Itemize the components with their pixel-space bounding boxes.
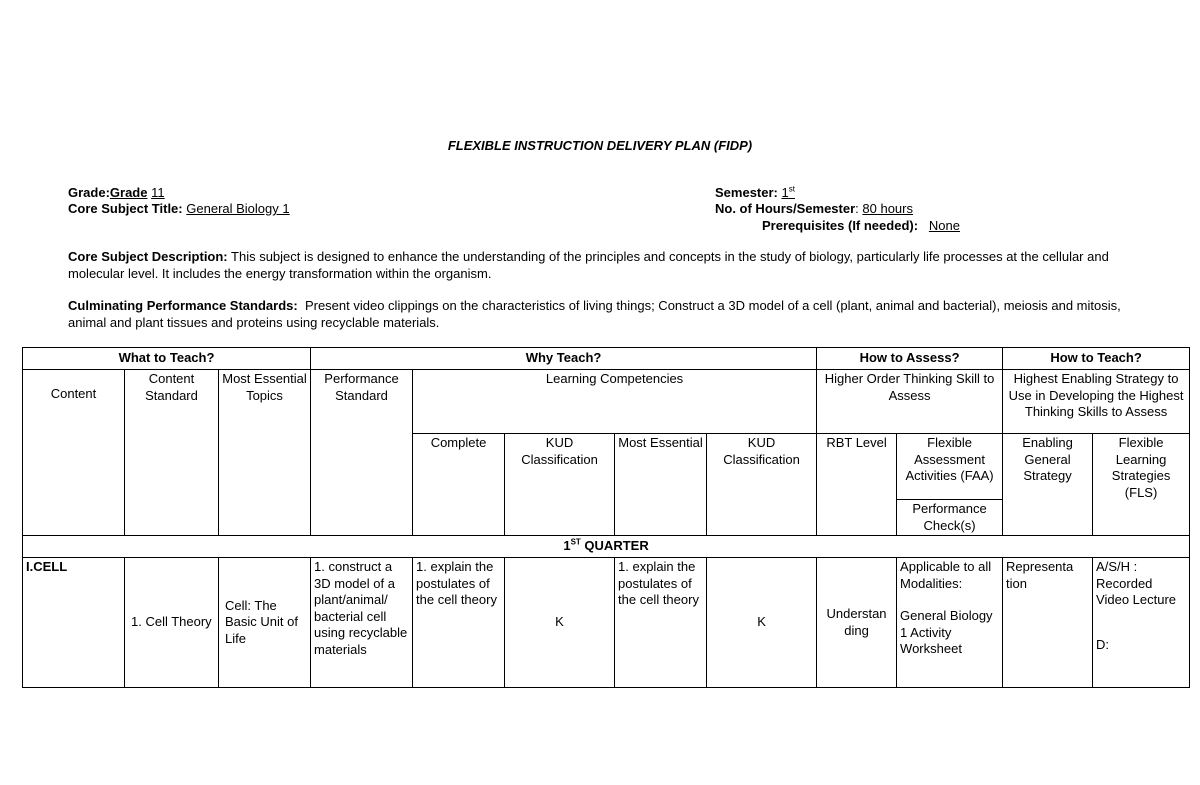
col-kud-classification-2: KUD Classification: [707, 434, 817, 536]
col-faa: Flexible Assessment Activities (FAA): [897, 434, 1003, 500]
faa-modalities: Applicable to all Modalities:: [900, 559, 992, 591]
subheader-row: [23, 370, 1190, 434]
fls-lecture: A/S/H : Recorded Video Lecture: [1096, 559, 1177, 607]
grade-value-a: Grade: [109, 185, 148, 200]
cell-fls: [1093, 558, 1190, 688]
grade-value-b: 11: [151, 185, 165, 200]
hours-line: No. of Hours/Semester: 80 hours: [715, 201, 913, 216]
cell-faa: [897, 558, 1003, 688]
cell-most-essential-competency: 1. explain the postulates of the cell theory: [615, 558, 707, 688]
col-highest-enabling-strategy: Highest Enabling Strategy to Use in Developing the Highest Thinking Skills to Assess: [1003, 370, 1190, 434]
group-header-row: [23, 348, 1190, 370]
document-title: FLEXIBLE INSTRUCTION DELIVERY PLAN (FIDP): [447, 138, 753, 153]
subject-line: Core Subject Title: General Biology 1: [68, 201, 290, 216]
col-complete: Complete: [413, 434, 505, 536]
cell-topic: Cell: The Basic Unit of Life: [219, 558, 311, 688]
hours-label: No. of Hours/Semester: [715, 201, 856, 216]
semester-line: [715, 184, 795, 201]
cell-enabling-strategy: Representa tion: [1003, 558, 1093, 688]
cell-kud-1: K: [505, 558, 615, 688]
description-text: This subject is designed to enhance the understanding of the principles and concepts in the study of biology, particularly life processes at the cellular and molecular level. It includes the energy transformation within the organism.: [68, 249, 1109, 281]
core-subject-description: [68, 248, 1138, 282]
table-row: [23, 558, 1190, 688]
header-how-to-teach: How to Teach?: [1003, 348, 1190, 370]
cell-performance-standard: 1. construct a 3D model of a plant/animal/ bacterial cell using recyclable materials: [311, 558, 413, 688]
subject-value: General Biology 1: [186, 201, 290, 216]
prereq-label: Prerequisites (If needed):: [762, 218, 919, 233]
col-learning-competencies: Learning Competencies: [413, 370, 817, 434]
header-what-to-teach: What to Teach?: [23, 348, 311, 370]
quarter-row: [23, 536, 1190, 558]
prereq-value: None: [928, 218, 960, 233]
culminating-label: Culminating Performance Standards:: [68, 298, 298, 313]
cell-complete-competency: 1. explain the postulates of the cell theory: [413, 558, 505, 688]
description-label: Core Subject Description:: [68, 249, 228, 264]
hours-value: 80 hours: [862, 201, 913, 216]
grade-line: [68, 184, 165, 201]
fls-d: D:: [1096, 636, 1110, 652]
col-most-essential: Most Essential: [615, 434, 707, 536]
cell-content: I.CELL: [23, 558, 125, 688]
col-fls: Flexible Learning Strategies (FLS): [1093, 434, 1190, 536]
prereq-line: [762, 217, 960, 234]
col-performance-standard: Performance Standard: [311, 370, 413, 536]
cell-kud-2: K: [707, 558, 817, 688]
header-how-to-assess: How to Assess?: [817, 348, 1003, 370]
header-why-teach: Why Teach?: [311, 348, 817, 370]
col-enabling-general-strategy: Enabling General Strategy: [1003, 434, 1093, 536]
col-performance-checks: Performance Check(s): [897, 500, 1003, 536]
semester-label: Semester:: [715, 185, 778, 200]
col-content-standard: Content Standard: [125, 370, 219, 536]
quarter-label: 1ST QUARTER: [23, 536, 1190, 558]
culminating-standards: [68, 297, 1138, 331]
fidp-table: [22, 347, 1190, 688]
culminating-text: Present video clippings on the characteristics of living things; Construct a 3D model of a cell (plant, animal and bacterial), meiosis and mitosis, animal and plant tissues and proteins using recyclable materials.: [68, 298, 1121, 330]
faa-worksheet: General Biology 1 Activity Worksheet: [900, 608, 993, 656]
grade-label: Grade:: [68, 185, 110, 200]
col-kud-classification-1: KUD Classification: [505, 434, 615, 536]
cell-rbt-level: Understan ding: [817, 558, 897, 688]
cell-content-standard: 1. Cell Theory: [125, 558, 219, 688]
subject-label: Core Subject Title: [68, 201, 179, 216]
semester-value: 1: [781, 185, 789, 200]
col-content: Content: [23, 370, 125, 536]
col-most-essential-topics: Most Essential Topics: [219, 370, 311, 536]
semester-sup: st: [788, 184, 795, 194]
col-higher-order-thinking: Higher Order Thinking Skill to Assess: [817, 370, 1003, 434]
col-rbt-level: RBT Level: [817, 434, 897, 536]
